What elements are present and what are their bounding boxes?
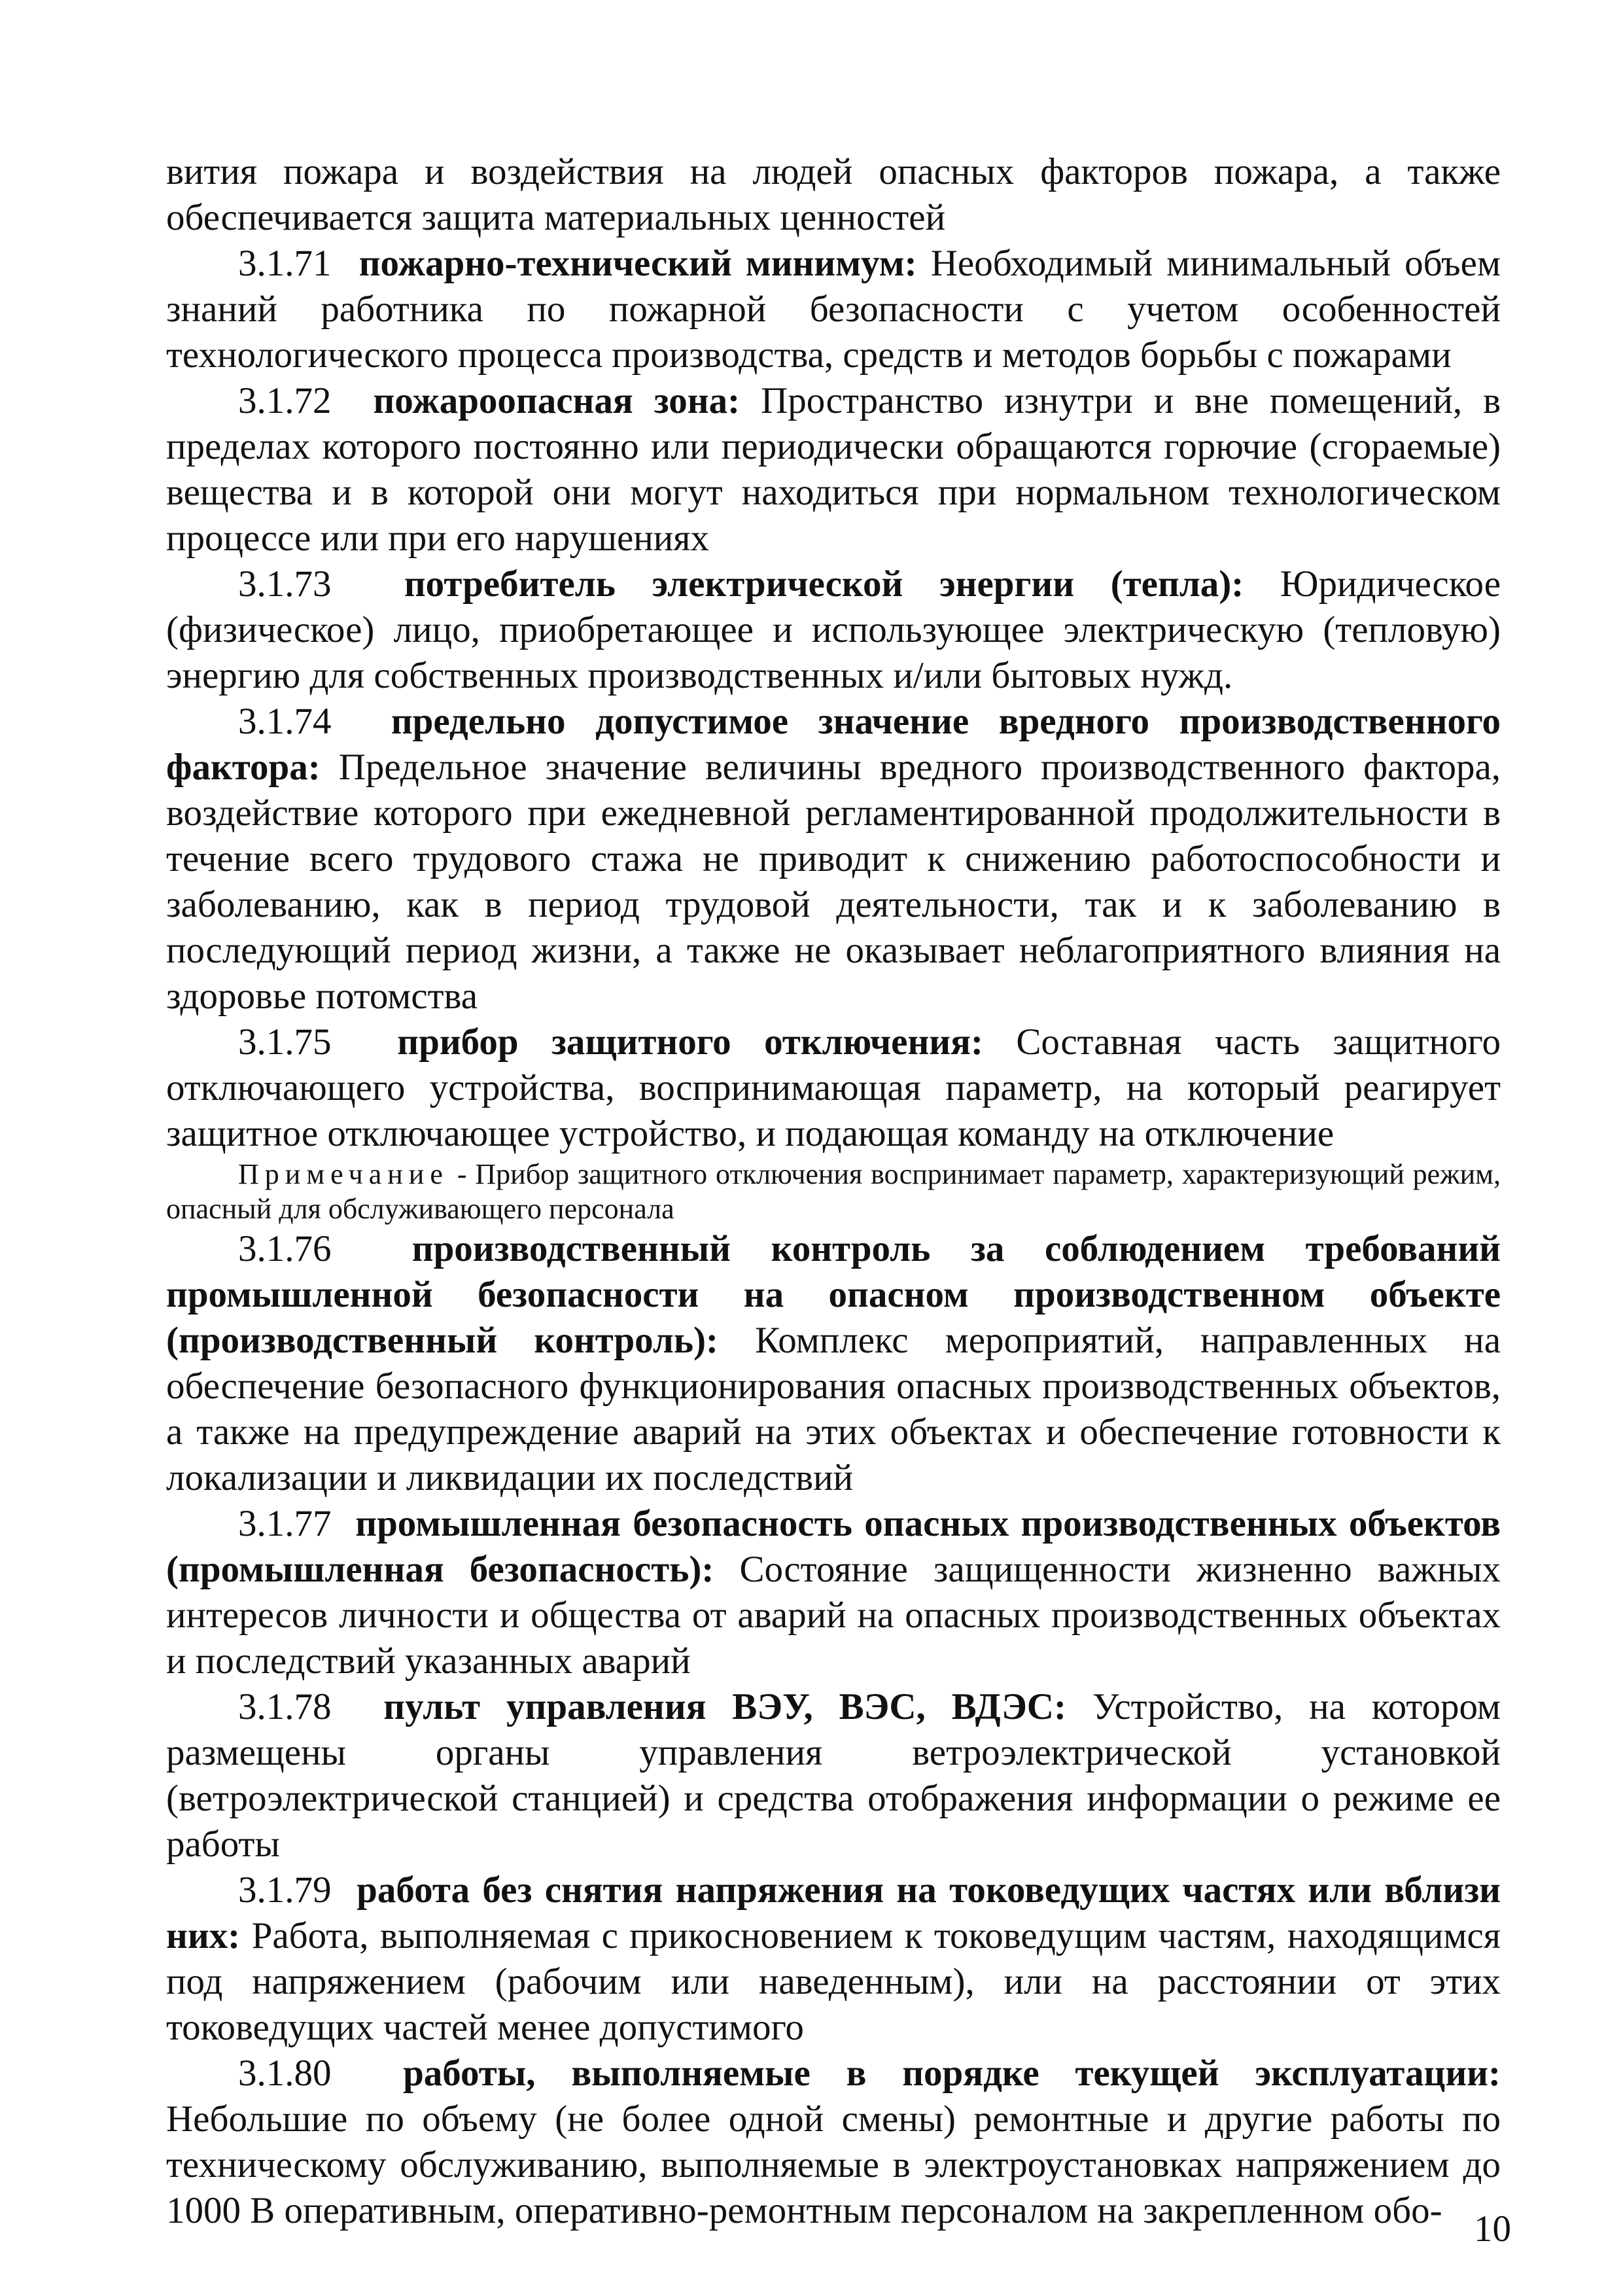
entry-definition: Устройство, на котором размещены органы управления ветроэлектрической установкой (ветроэлектрической станцией) и средства отображения информации о режиме ее работы <box>166 1686 1501 1865</box>
definition-3-1-78 <box>166 1684 1501 1867</box>
entry-number: 3.1.71 <box>238 243 332 284</box>
definition-3-1-76 <box>166 1226 1501 1501</box>
entry-definition: Работа, выполняемая с прикосновением к токоведущим частям, находящимся под напряжением (рабочим или наведенным), или на расстоянии от этих токоведущих частей менее допустимого <box>166 1915 1501 2048</box>
note-label: Примечание <box>238 1158 449 1190</box>
entry-number: 3.1.78 <box>238 1686 332 1727</box>
intro-paragraph: вития пожара и воздействия на людей опасных факторов пожара, а также обеспечивается защита материальных ценностей <box>166 151 1501 238</box>
entry-term: работы, выполняемые в порядке текущей эксплуатации: <box>403 2053 1501 2094</box>
page-number: 10 <box>1474 2208 1511 2250</box>
entry-term: пожароопасная зона: <box>373 380 741 421</box>
note-text: - Прибор защитного отключения воспринимает параметр, характеризующий режим, опасный для обслуживающего персонала <box>166 1158 1501 1225</box>
note-paragraph <box>166 1157 1501 1226</box>
entry-definition: Юридическое (физическое) лицо, приобретающее и использующее электрическую (тепловую) энергию для собственных производственных и/или бытовых нужд. <box>166 563 1501 696</box>
entry-definition: Составная часть защитного отключающего устройства, воспринимающая параметр, на который реагирует защитное отключающее устройство, и подающая команду на отключение <box>166 1021 1501 1154</box>
entry-number: 3.1.79 <box>238 1869 332 1911</box>
entry-number: 3.1.80 <box>238 2053 332 2094</box>
entry-term: работа без снятия напряжения на токоведущих частях или вблизи них: <box>166 1869 1501 1956</box>
entry-number: 3.1.72 <box>238 380 332 421</box>
entry-term: потребитель электрической энергии (тепла): <box>404 563 1244 605</box>
definition-3-1-75 <box>166 1019 1501 1157</box>
entry-definition: Небольшие по объему (не более одной смены) ремонтные и другие работы по техническому обслуживанию, выполняемые в электроустановках напряжением до 1000 В оперативным, оперативно-ремонтным персоналом на закрепленном обо- <box>166 2098 1501 2231</box>
entry-term: прибор защитного отключения: <box>397 1021 983 1063</box>
definition-3-1-77 <box>166 1501 1501 1684</box>
entry-term: производственный контроль за соблюдением требований промышленной безопасности на опасном производственном объекте (производственный контроль): <box>166 1228 1501 1361</box>
entry-number: 3.1.73 <box>238 563 332 605</box>
entry-term: предельно допустимое значение вредного производственного фактора: <box>166 701 1501 788</box>
entry-definition: Комплекс мероприятий, направленных на обеспечение безопасного функционирования опасных производственных объектов, а также на предупреждение аварий на этих объектах и обеспечение готовности к локализации и ликвидации их последствий <box>166 1320 1501 1498</box>
definition-3-1-73 <box>166 561 1501 699</box>
definition-3-1-71 <box>166 241 1501 378</box>
entry-number: 3.1.76 <box>238 1228 332 1269</box>
entry-definition: Необходимый минимальный объем знаний работника по пожарной безопасности с учетом особенностей технологического процесса производства, средств и методов борьбы с пожарами <box>166 243 1501 376</box>
entry-term: промышленная безопасность опасных производственных объектов (промышленная безопасность): <box>166 1503 1501 1590</box>
entry-term: пожарно-технический минимум: <box>358 243 917 284</box>
entry-number: 3.1.75 <box>238 1021 332 1063</box>
definition-3-1-74 <box>166 699 1501 1019</box>
definition-3-1-79 <box>166 1867 1501 2051</box>
entry-definition: Состояние защищенности жизненно важных интересов личности и общества от аварий на опасных производственных объектах и последствий указанных аварий <box>166 1549 1501 1682</box>
entry-definition: Предельное значение величины вредного производственного фактора, воздействие которого при ежедневной регламентированной продолжительности в течение всего трудового стажа не приводит к снижению работоспособности и заболеванию, как в период трудовой деятельности, так и к заболеванию в последующий период жизни, а также не оказывает неблагоприятного влияния на здоровье потомства <box>166 747 1501 1017</box>
entry-term: пульт управления ВЭУ, ВЭС, ВДЭС: <box>383 1686 1066 1727</box>
entry-number: 3.1.77 <box>238 1503 332 1544</box>
document-body <box>166 149 1501 2234</box>
definition-3-1-80 <box>166 2051 1501 2234</box>
entry-number: 3.1.74 <box>238 701 332 742</box>
entry-definition: Пространство изнутри и вне помещений, в пределах которого постоянно или периодически обращаются горючие (сгораемые) вещества и в которой они могут находиться при нормальном технологическом процессе или при его нарушениях <box>166 380 1501 559</box>
definition-3-1-72 <box>166 378 1501 561</box>
